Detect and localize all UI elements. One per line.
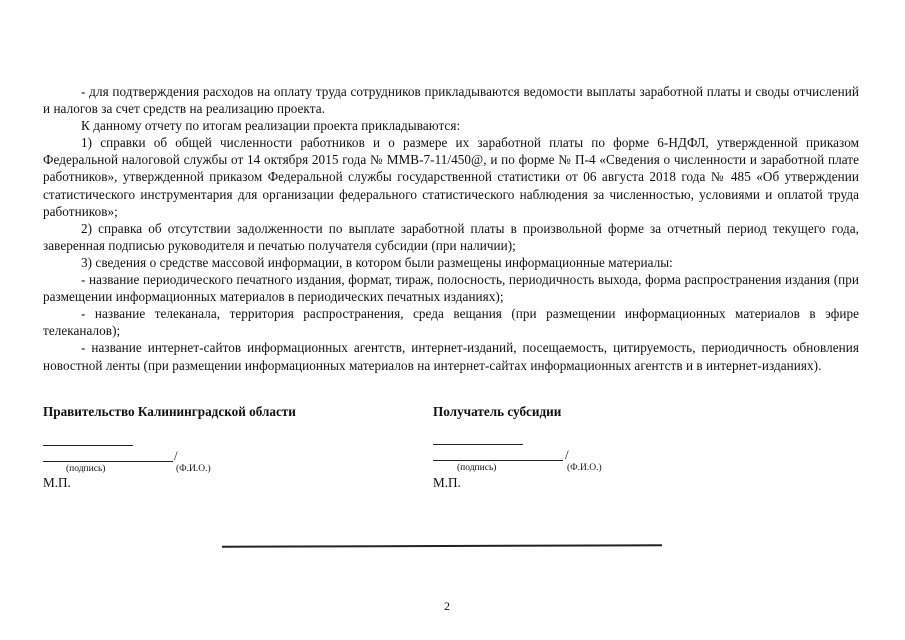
paragraph-print-media: - название периодического печатного издания, формат, тираж, полосность, периодичность выхода, форма распространения издания (при размещении информационных материалов в периодических печатных изданиях); — [43, 272, 859, 305]
paragraph-salary-statements: - для подтверждения расходов на оплату труда сотрудников прикладываются ведомости выплаты заработной платы и своды отчислений и налогов за счет средств на реализацию проекта. — [43, 84, 859, 117]
signature-line-left — [43, 461, 173, 462]
signature-caption-left: (подпись) — [66, 464, 106, 474]
seal-line-right — [433, 444, 523, 445]
paragraph-no-arrears-certificate: 2) справка об отсутствии задолженности по выплате заработной платы в произвольной форме за отчетный период текущего года, заверенная подписью руководителя и печатью получателя субсидии (при наличии); — [43, 220, 859, 253]
report-attachments-text — [43, 83, 859, 374]
end-of-document-rule — [222, 544, 662, 548]
government-signatory-heading: Правительство Калининградской области — [43, 404, 296, 419]
paragraph-mass-media-info: 3) сведения о средстве массовой информации, в котором были размещены информационные материалы: — [81, 254, 673, 270]
page-number: 2 — [444, 599, 450, 613]
stamp-place-left: М.П. — [43, 475, 71, 490]
signature-line-right — [433, 460, 563, 461]
signature-caption-right: (подпись) — [457, 463, 497, 473]
name-caption-left: (Ф.И.О.) — [176, 464, 211, 474]
paragraph-tv-channel: - название телеканала, территория распространения, среда вещания (при размещении информационных материалов в эфире телеканалов); — [43, 306, 859, 339]
signature-separator-right: / — [565, 447, 569, 462]
paragraph-employee-count-certificates: 1) справки об общей численности работников и о размере их заработной платы по форме 6-НДФЛ, утвержденной приказом Федеральной налоговой службы от 14 октября 2015 года № ММВ-7-11/450@, и по форме № П-4 «Сведения о численности и заработной плате работников», утвержденной приказом Федеральной службы государственной статистики от 06 августа 2018 года № 485 «Об утверждении статистического инструментария для организации федерального статистического наблюдения за численностью, условиями и оплатой труда работников»; — [43, 135, 859, 219]
paragraph-attachments-intro: К данному отчету по итогам реализации проекта прикладываются: — [81, 118, 461, 134]
signature-separator-left: / — [174, 448, 178, 463]
stamp-place-right: М.П. — [433, 475, 461, 490]
recipient-signatory-heading: Получатель субсидии — [433, 404, 562, 419]
paragraph-internet-media: - название интернет-сайтов информационных агентств, интернет-изданий, посещаемость, цитируемость, периодичность обновления новостной ленты (при размещении информационных материалов на интернет-сайтах информационных агентств и в интернет-изданиях). — [43, 340, 859, 373]
seal-line-left — [43, 445, 133, 446]
name-caption-right: (Ф.И.О.) — [567, 463, 602, 473]
